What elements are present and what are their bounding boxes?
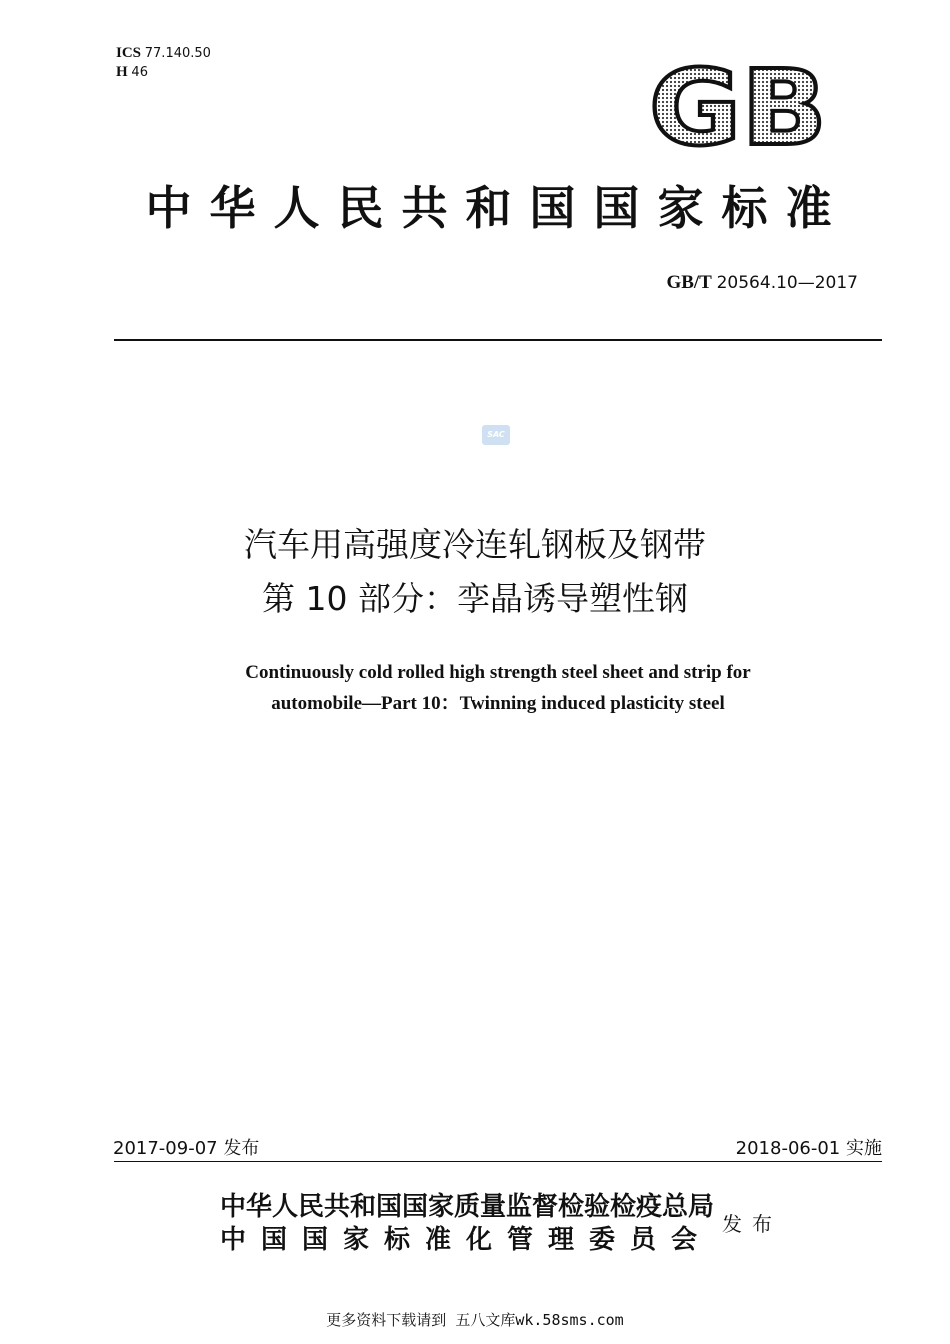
issuer-line-1: 中华人民共和国国家质量监督检验检疫总局: [220, 1192, 715, 1222]
publish-label: 发布: [722, 1212, 782, 1236]
title-english-line-2: automobile—Part 10：Twinning induced plasticity steel: [271, 693, 725, 714]
classification-codes: [116, 44, 211, 82]
footer-download-note: 更多资料下载请到 五八文库wk.58sms.com: [326, 1311, 624, 1329]
issue-date: 2017-09-07 发布: [113, 1138, 260, 1159]
standard-prefix: GB/T: [666, 272, 712, 293]
ics-code: 77.140.50: [144, 46, 211, 61]
ccs-code: 46: [131, 65, 148, 80]
standard-code: 20564.10—2017: [716, 273, 858, 293]
page-title: 中华人民共和国国家标准: [145, 181, 850, 235]
bottom-divider: [114, 1161, 882, 1162]
top-divider: [114, 339, 882, 341]
gb-logo-text: GB: [649, 56, 827, 154]
title-chinese-line-2: 第 10 部分：孪晶诱导塑性钢: [262, 579, 688, 618]
sac-watermark-icon: SAC: [482, 425, 510, 445]
ics-label: ICS: [116, 45, 142, 61]
ccs-line: [116, 63, 211, 82]
title-english-line-1: Continuously cold rolled high strength steel sheet and strip for: [245, 662, 751, 683]
implementation-date: 2018-06-01 实施: [735, 1138, 882, 1159]
ccs-label: H: [116, 64, 128, 80]
title-chinese-line-1: 汽车用高强度冷连轧钢板及钢带: [244, 525, 706, 564]
gb-logo: [645, 56, 831, 154]
ics-line: [116, 44, 211, 63]
standard-number: [666, 272, 858, 294]
issuer-line-2: 中国国家标准化管理委员会: [220, 1225, 713, 1255]
